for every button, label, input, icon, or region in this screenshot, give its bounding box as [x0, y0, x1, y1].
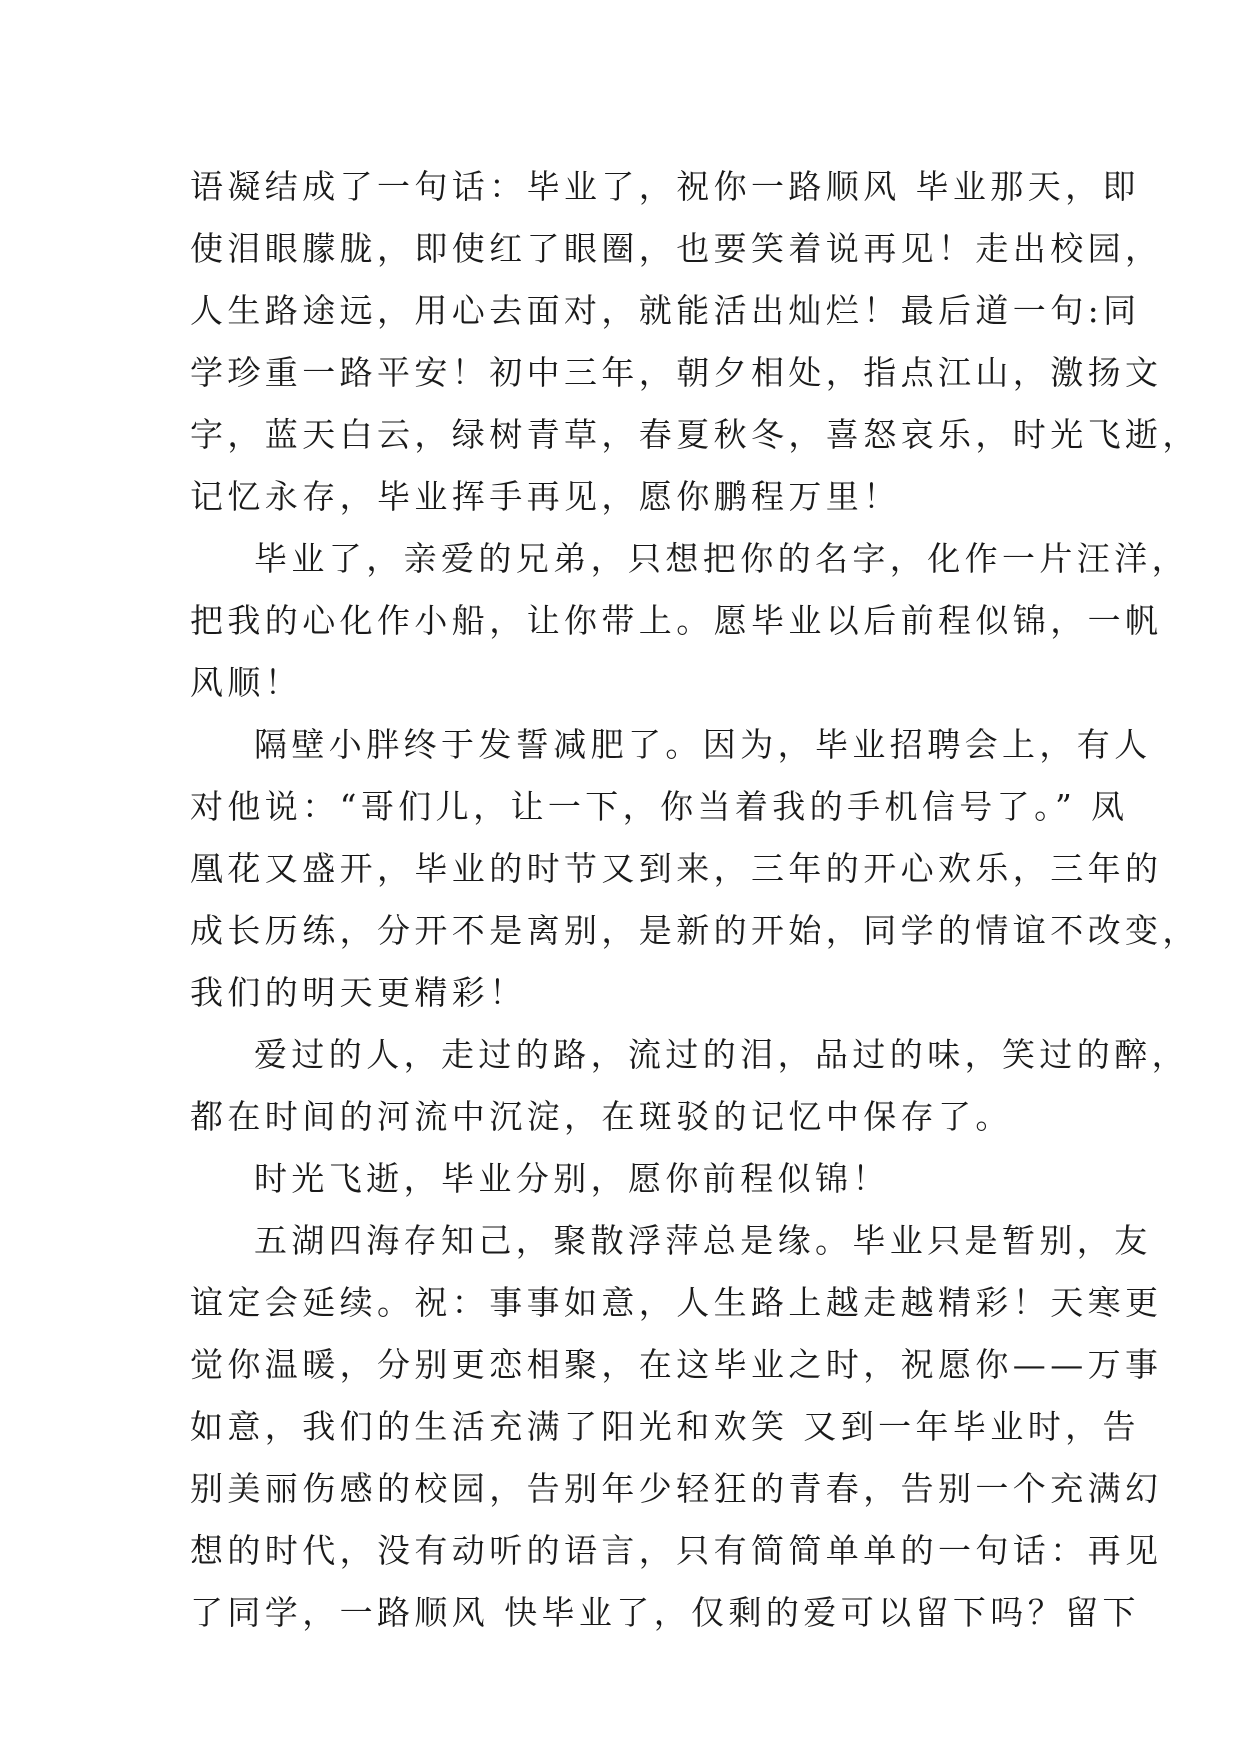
body-text: [190, 156, 1200, 1644]
text-line: 凰花又盛开，毕业的时节又到来，三年的开心欢乐，三年的: [190, 849, 1163, 888]
text-line: 语凝结成了一句话：毕业了，祝你一路顺风 毕业那天，即: [190, 167, 1140, 206]
paragraph-1: [190, 156, 1200, 528]
text-line: 对他说：“哥们儿，让一下，你当着我的手机信号了。” 凤: [190, 787, 1129, 826]
text-line: 爱过的人，走过的路，流过的泪，品过的味，笑过的醉，: [254, 1035, 1189, 1074]
text-line: 把我的心化作小船，让你带上。愿毕业以后前程似锦，一帆: [190, 601, 1163, 640]
text-line: 隔壁小胖终于发誓减肥了。因为，毕业招聘会上，有人: [254, 725, 1152, 764]
text-line: 毕业了，亲爱的兄弟，只想把你的名字，化作一片汪洋，: [254, 539, 1189, 578]
paragraph-4: [190, 1024, 1189, 1148]
text-line: 我们的明天更精彩！: [190, 973, 527, 1012]
paragraph-5: [190, 1148, 1070, 1210]
text-line: 成长历练，分开不是离别，是新的开始，同学的情谊不改变，: [190, 911, 1200, 950]
text-line: 字，蓝天白云，绿树青草，春夏秋冬，喜怒哀乐，时光飞逝，: [190, 415, 1200, 454]
text-line: 别美丽伤感的校园，告别年少轻狂的青春，告别一个充满幻: [190, 1469, 1163, 1508]
text-line: 如意，我们的生活充满了阳光和欢笑 又到一年毕业时，告: [190, 1407, 1140, 1446]
text-line: 谊定会延续。祝：事事如意，人生路上越走越精彩！天寒更: [190, 1283, 1163, 1322]
paragraph-2: [190, 528, 1189, 714]
text-line: 风顺！: [190, 663, 303, 702]
text-line: 学珍重一路平安！初中三年，朝夕相处，指点江山，激扬文: [190, 353, 1163, 392]
text-line: 使泪眼朦胧，即使红了眼圈，也要笑着说再见！走出校园，: [190, 229, 1163, 268]
text-line: 了同学，一路顺风 快毕业了，仅剩的爱可以留下吗？留下: [190, 1593, 1140, 1632]
paragraph-6: [190, 1210, 1163, 1644]
text-line: 都在时间的河流中沉淀，在斑驳的记忆中保存了。: [190, 1097, 1013, 1136]
text-line: 想的时代，没有动听的语言，只有简简单单的一句话：再见: [190, 1531, 1163, 1570]
text-line: 记忆永存，毕业挥手再见，愿你鹏程万里！: [190, 477, 901, 516]
text-line: 时光飞逝，毕业分别，愿你前程似锦！: [254, 1159, 890, 1198]
paragraph-3: [190, 714, 1200, 1024]
text-line: 五湖四海存知己，聚散浮萍总是缘。毕业只是暂别，友: [254, 1221, 1152, 1260]
text-line: 人生路途远，用心去面对，就能活出灿烂！最后道一句:同: [190, 291, 1141, 330]
text-line: 觉你温暖，分别更恋相聚，在这毕业之时，祝愿你——万事: [190, 1345, 1163, 1384]
